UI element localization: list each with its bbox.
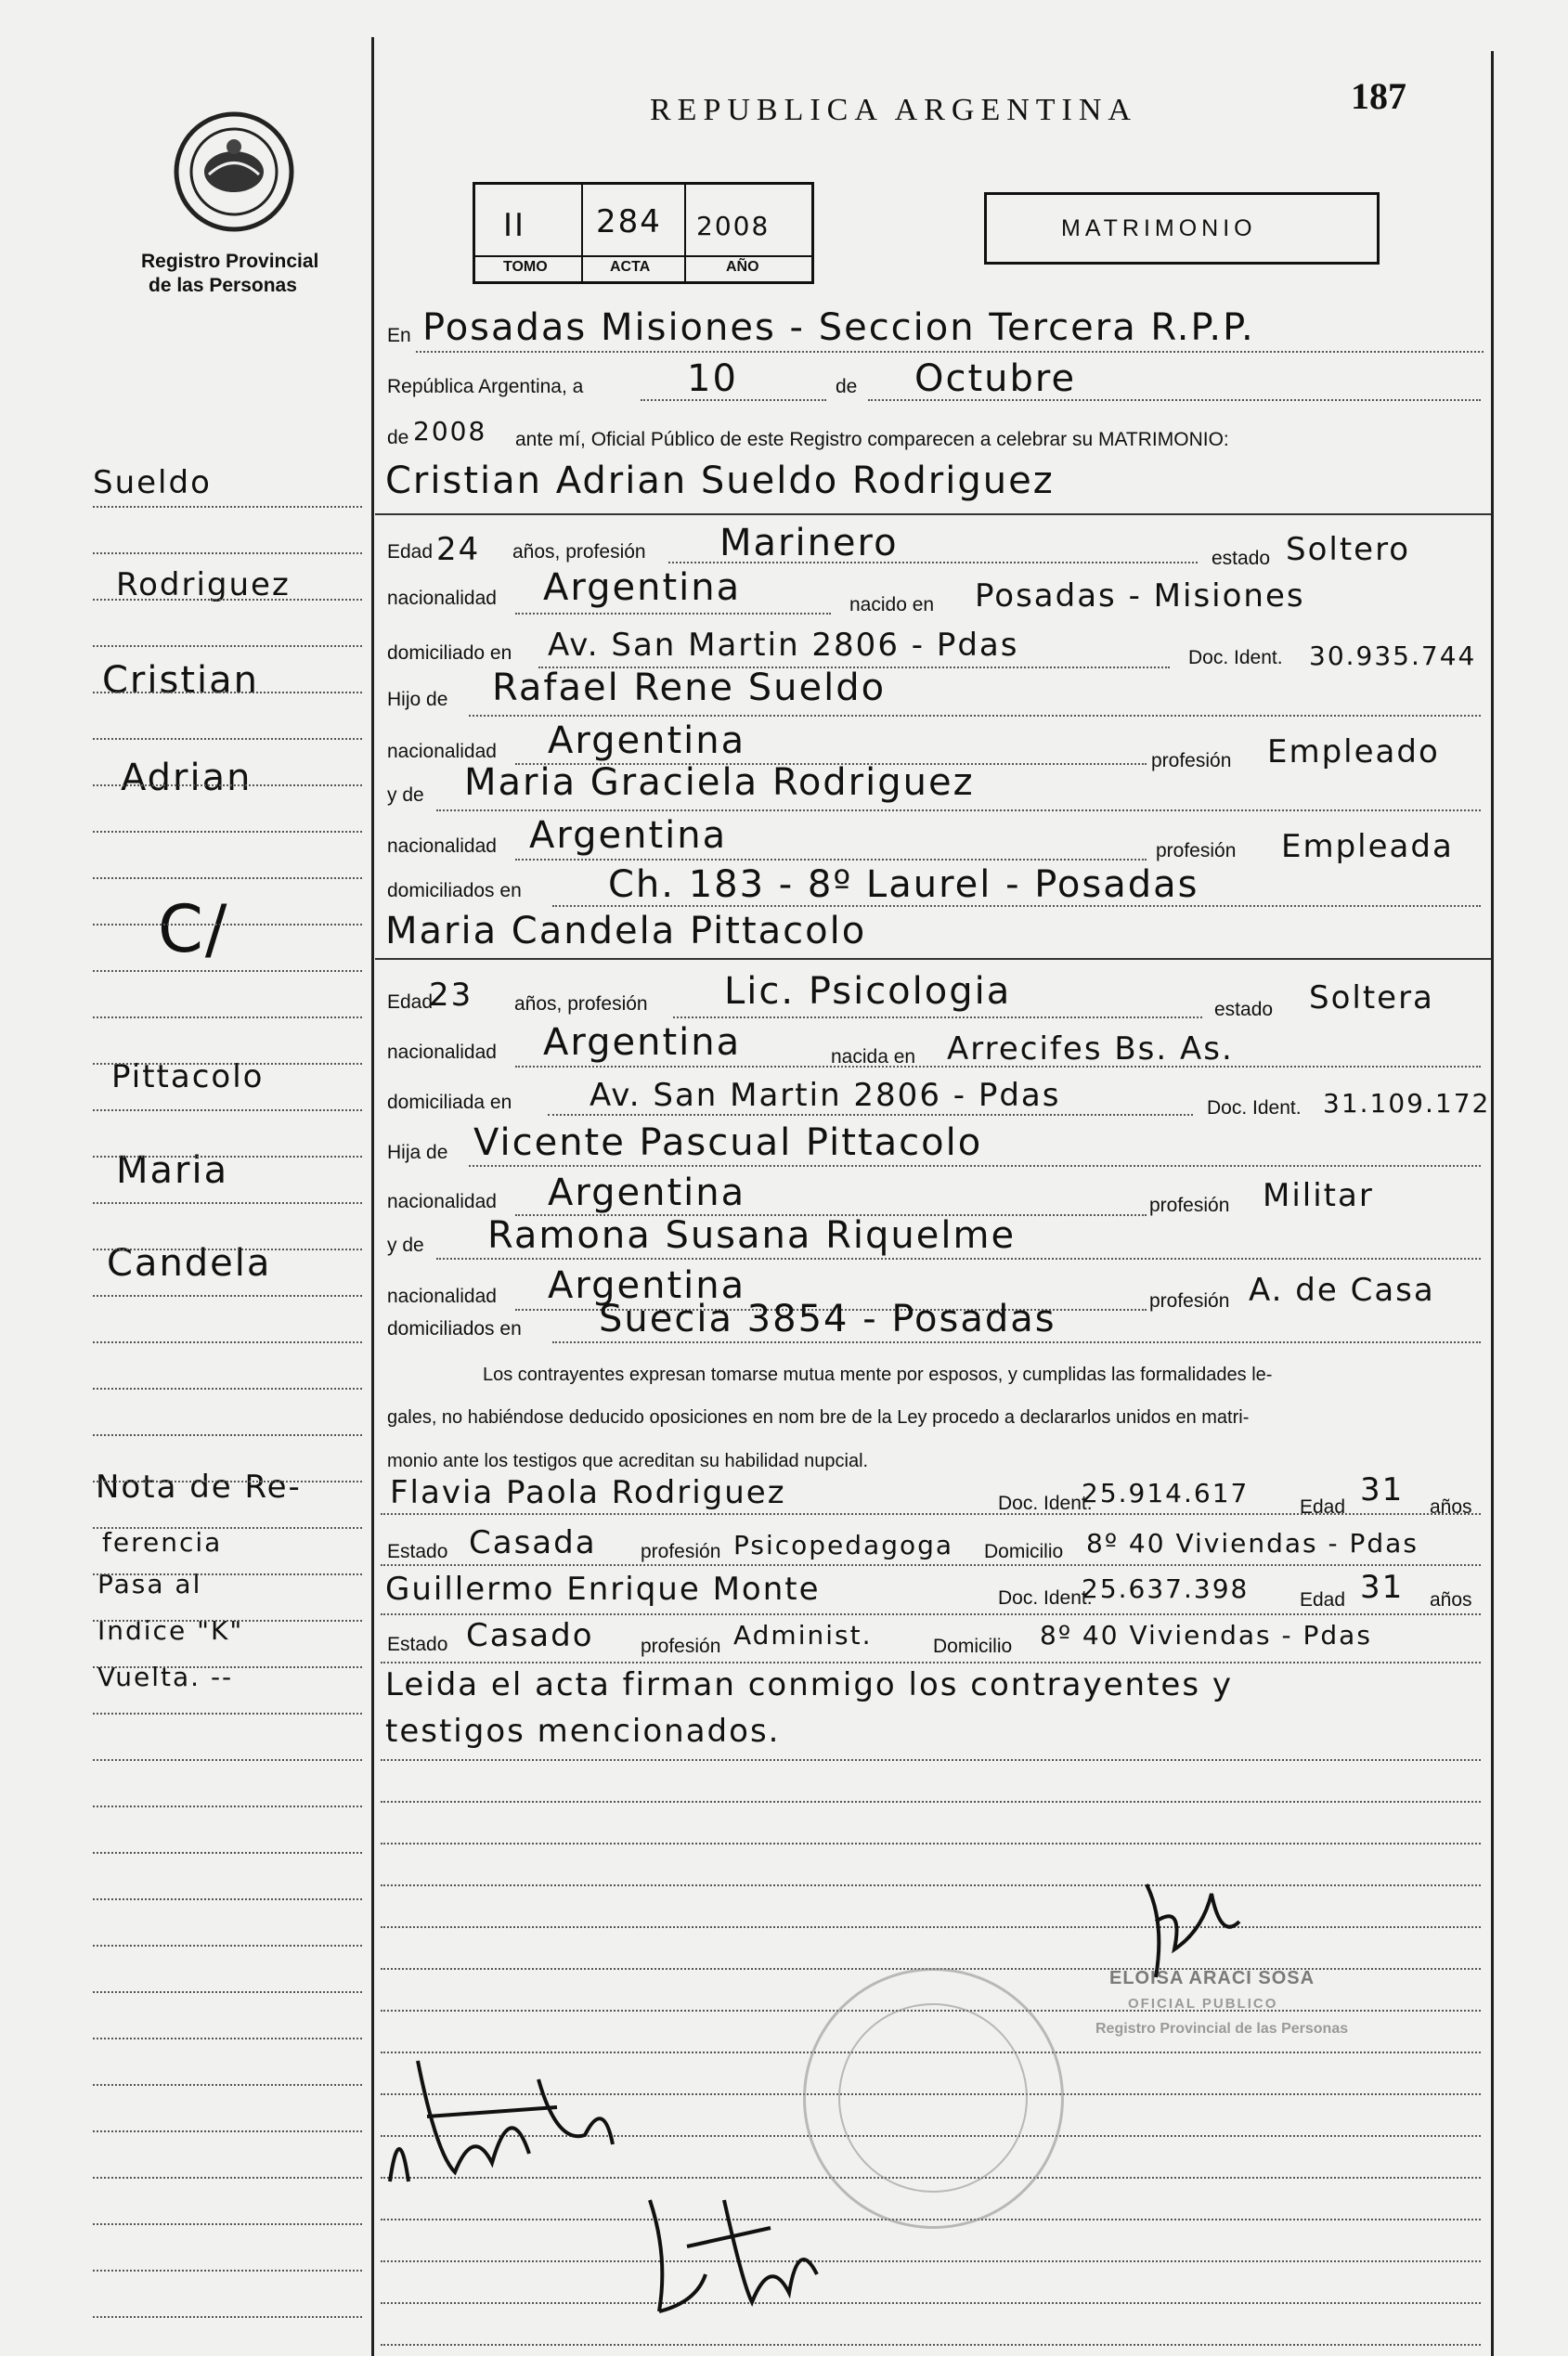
witness2-anos-label: años xyxy=(1430,1589,1472,1611)
bride-father: Vicente Pascual Pittacolo xyxy=(473,1121,983,1164)
groom-father-label: Hijo de xyxy=(387,689,448,710)
official-round-stamp xyxy=(803,1968,1064,2229)
ruled-line xyxy=(381,2344,1481,2346)
witness1-profesion: Psicopedagoga xyxy=(733,1530,954,1560)
margin-name-2: Adrian xyxy=(121,757,253,799)
provincial-seal-icon xyxy=(172,110,297,235)
witness2-domicilio-label: Domicilio xyxy=(933,1636,1013,1657)
right-margin-line xyxy=(1491,51,1494,2356)
margin-name-4: Candela xyxy=(107,1242,272,1285)
year-prefix: de xyxy=(387,427,409,448)
ruled-line xyxy=(381,2302,1481,2304)
margin-ruled-line xyxy=(93,738,362,740)
groom-father-prof: Empleado xyxy=(1267,733,1440,770)
margin-ruled-line xyxy=(93,784,362,786)
witness2-profesion: Administ. xyxy=(733,1620,873,1650)
witness2-doc: 25.637.398 xyxy=(1082,1573,1250,1604)
closing-line1: Leida el acta firman conmigo los contrayentes y xyxy=(385,1666,1233,1703)
margin-ruled-line xyxy=(93,2316,362,2318)
groom-father-nac-label: nacionalidad xyxy=(387,741,497,762)
ruled-line xyxy=(381,1843,1481,1845)
act-type: MATRIMONIO xyxy=(1061,215,1257,241)
witness1-edad-label: Edad xyxy=(1300,1496,1346,1518)
bride-nacionalidad-label: nacionalidad xyxy=(387,1042,497,1063)
place-value: Posadas Misiones - Seccion Tercera R.P.P. xyxy=(422,306,1255,349)
groom-parents-dom-label: domiciliados en xyxy=(387,880,522,901)
bride-father-nac-label: nacionalidad xyxy=(387,1191,497,1212)
witness2-edad-label: Edad xyxy=(1300,1589,1346,1611)
margin-ruled-line xyxy=(93,1620,362,1622)
witness2-doc-label: Doc. Ident. xyxy=(998,1587,1093,1609)
witness2-domicilio: 8º 40 Viviendas - Pdas xyxy=(1040,1620,1372,1650)
margin-ruled-line xyxy=(93,2084,362,2086)
margin-ruled-line xyxy=(93,1295,362,1297)
margin-ruled-line xyxy=(93,1852,362,1854)
left-margin-line xyxy=(371,37,374,2356)
official-stamp-title: OFICIAL PUBLICO xyxy=(1128,1996,1278,2012)
registry-name-line2: de las Personas xyxy=(149,275,297,296)
bride-mother-prof-label: profesión xyxy=(1149,1290,1230,1312)
margin-name-1: Cristian xyxy=(102,659,259,702)
bride-parents-dom: Suecia 3854 - Posadas xyxy=(599,1298,1056,1340)
groom-parents-dom: Ch. 183 - 8º Laurel - Posadas xyxy=(608,863,1199,906)
tomo-label: TOMO xyxy=(503,259,548,275)
margin-note-2: ferencia xyxy=(102,1527,223,1558)
margin-ruled-line xyxy=(93,692,362,693)
groom-profesion-label: años, profesión xyxy=(512,541,646,563)
witness1-doc: 25.914.617 xyxy=(1082,1478,1250,1508)
groom-mother-nac: Argentina xyxy=(529,814,728,857)
margin-ruled-line xyxy=(93,2038,362,2039)
margin-note-5: Vuelta. -- xyxy=(97,1662,234,1692)
witness2-profesion-label: profesión xyxy=(641,1636,721,1657)
date-prefix: República Argentina, a xyxy=(387,376,584,397)
margin-ruled-line xyxy=(93,1713,362,1715)
groom-signature xyxy=(371,2042,650,2209)
groom-edad: 24 xyxy=(436,531,481,568)
bride-father-prof-label: profesión xyxy=(1149,1195,1230,1216)
witness2-name: Guillermo Enrique Monte xyxy=(385,1571,821,1608)
margin-ruled-line xyxy=(93,2270,362,2272)
groom-full-name: Cristian Adrian Sueldo Rodriguez xyxy=(385,460,1055,502)
official-signature xyxy=(1128,1866,1258,2005)
bride-signature xyxy=(641,2144,826,2330)
witness1-estado: Casada xyxy=(469,1524,597,1561)
margin-ruled-line xyxy=(93,2223,362,2225)
margin-ruled-line xyxy=(93,1109,362,1111)
closing-line2: testigos mencionados. xyxy=(385,1713,781,1750)
groom-mother-nac-label: nacionalidad xyxy=(387,835,497,857)
bride-father-prof: Militar xyxy=(1263,1177,1374,1214)
official-stamp-name: ELOISA ARACI SOSA xyxy=(1109,1968,1315,1988)
ruled-line xyxy=(381,1884,1481,1886)
margin-surname-1: Sueldo xyxy=(93,464,212,501)
groom-nacido: Posadas - Misiones xyxy=(975,577,1305,615)
witness1-domicilio-label: Domicilio xyxy=(984,1541,1064,1562)
margin-ruled-line xyxy=(93,877,362,879)
groom-doc: 30.935.744 xyxy=(1309,641,1477,671)
groom-edad-label: Edad xyxy=(387,541,434,563)
witness1-estado-label: Estado xyxy=(387,1541,448,1562)
groom-nacido-label: nacido en xyxy=(849,594,935,615)
bride-doc-label: Doc. Ident. xyxy=(1207,1097,1302,1119)
margin-ruled-line xyxy=(93,831,362,833)
margin-ruled-line xyxy=(93,1434,362,1436)
groom-nacionalidad-label: nacionalidad xyxy=(387,588,497,609)
margin-ruled-line xyxy=(93,1991,362,1993)
margin-ruled-line xyxy=(93,1341,362,1343)
groom-doc-label: Doc. Ident. xyxy=(1188,647,1283,668)
groom-estado-label: estado xyxy=(1212,548,1271,569)
groom-father-prof-label: profesión xyxy=(1151,750,1232,771)
margin-ruled-line xyxy=(93,506,362,508)
margin-c-mark: C/ xyxy=(158,891,229,967)
bride-father-nac: Argentina xyxy=(548,1172,746,1214)
margin-ruled-line xyxy=(93,1156,362,1158)
acta-value: 284 xyxy=(596,203,662,240)
declaration-line2: gales, no habiéndose deducido oposiciones en nom bre de la Ley procedo a declararlos unidos en matri- xyxy=(387,1407,1250,1428)
bride-mother-nac-label: nacionalidad xyxy=(387,1286,497,1307)
witness1-anos-label: años xyxy=(1430,1496,1472,1518)
declaration-line1: Los contrayentes expresan tomarse mutua mente por esposos, y cumplidas las formalidades le- xyxy=(483,1365,1273,1385)
ruled-line xyxy=(381,2260,1481,2262)
margin-name-3: Maria xyxy=(116,1149,229,1192)
margin-ruled-line xyxy=(93,1016,362,1018)
margin-ruled-line xyxy=(93,645,362,647)
ano-value: 2008 xyxy=(696,211,771,241)
record-box xyxy=(473,182,814,284)
country-title: REPUBLICA ARGENTINA xyxy=(650,93,1137,127)
groom-domicilio-label: domiciliado en xyxy=(387,642,512,664)
bride-domicilio: Av. San Martin 2806 - Pdas xyxy=(590,1077,1061,1114)
act-type-box xyxy=(984,192,1380,265)
bride-parents-dom-label: domiciliados en xyxy=(387,1318,522,1340)
bride-full-name: Maria Candela Pittacolo xyxy=(385,910,867,952)
witness1-name: Flavia Paola Rodriguez xyxy=(390,1474,786,1511)
ruled-line xyxy=(381,1926,1481,1928)
margin-ruled-line xyxy=(93,552,362,554)
bride-mother-label: y de xyxy=(387,1235,424,1256)
groom-domicilio: Av. San Martin 2806 - Pdas xyxy=(548,627,1019,664)
acta-label: ACTA xyxy=(610,259,651,275)
groom-mother-prof-label: profesión xyxy=(1156,840,1237,861)
registry-name-line1: Registro Provincial xyxy=(141,251,319,272)
tomo-value: II xyxy=(503,207,526,244)
margin-ruled-line xyxy=(93,1759,362,1761)
margin-ruled-line xyxy=(93,1202,362,1204)
margin-ruled-line xyxy=(93,1063,362,1065)
margin-note-3: Pasa al xyxy=(97,1569,202,1599)
margin-ruled-line xyxy=(93,1945,362,1947)
margin-ruled-line xyxy=(93,1527,362,1529)
witness1-edad: 31 xyxy=(1360,1471,1405,1508)
groom-mother-label: y de xyxy=(387,784,424,806)
groom-mother-prof: Empleada xyxy=(1281,828,1454,865)
bride-nacionalidad: Argentina xyxy=(543,1021,742,1064)
groom-father-nac: Argentina xyxy=(548,719,746,762)
ruled-line xyxy=(381,1759,1481,1761)
margin-ruled-line xyxy=(93,2177,362,2179)
bride-estado: Soltera xyxy=(1309,979,1434,1016)
ruled-line xyxy=(381,1801,1481,1803)
bride-mother-prof: A. de Casa xyxy=(1249,1272,1435,1309)
bride-profesion-label: años, profesión xyxy=(514,993,648,1015)
margin-note-1: Nota de Re- xyxy=(96,1469,302,1506)
bride-doc: 31.109.172 xyxy=(1323,1088,1491,1119)
margin-surname-2: Rodriguez xyxy=(116,566,291,603)
place-label: En xyxy=(387,325,411,346)
witness1-domicilio: 8º 40 Viviendas - Pdas xyxy=(1086,1528,1419,1559)
bride-mother: Ramona Susana Riquelme xyxy=(487,1214,1017,1257)
margin-ruled-line xyxy=(93,970,362,972)
groom-father: Rafael Rene Sueldo xyxy=(492,667,887,709)
ano-label: AÑO xyxy=(726,259,759,275)
groom-nacionalidad: Argentina xyxy=(543,566,742,609)
page-number: 187 xyxy=(1351,75,1406,117)
bride-domicilio-label: domiciliada en xyxy=(387,1092,512,1113)
date-month: Octubre xyxy=(914,357,1077,400)
margin-ruled-line xyxy=(93,1666,362,1668)
margin-ruled-line xyxy=(93,1249,362,1250)
bride-mother-nac: Argentina xyxy=(548,1264,746,1307)
bride-edad: 23 xyxy=(429,977,473,1014)
date-of-label: de xyxy=(836,376,858,397)
bride-estado-label: estado xyxy=(1214,999,1274,1020)
bride-nacida: Arrecifes Bs. As. xyxy=(947,1030,1234,1068)
margin-ruled-line xyxy=(93,1898,362,1900)
witness2-estado-label: Estado xyxy=(387,1634,448,1655)
margin-note-4: Indice "K" xyxy=(97,1615,244,1646)
witness1-profesion-label: profesión xyxy=(641,1541,721,1562)
official-stamp-registry: Registro Provincial de las Personas xyxy=(1095,2021,1349,2037)
witness1-doc-label: Doc. Ident. xyxy=(998,1493,1093,1514)
declaration-line3: monio ante los testigos que acreditan su habilidad nupcial. xyxy=(387,1451,869,1471)
groom-profesion: Marinero xyxy=(719,522,899,564)
margin-ruled-line xyxy=(93,2130,362,2132)
date-day: 10 xyxy=(687,357,738,400)
witness2-estado: Casado xyxy=(466,1617,594,1654)
margin-ruled-line xyxy=(93,599,362,601)
margin-surname-3: Pittacolo xyxy=(111,1058,265,1095)
margin-ruled-line xyxy=(93,1481,362,1482)
margin-ruled-line xyxy=(93,1573,362,1575)
bride-profesion: Lic. Psicologia xyxy=(724,970,1012,1013)
bride-father-label: Hija de xyxy=(387,1142,448,1163)
margin-ruled-line xyxy=(93,1806,362,1807)
margin-ruled-line xyxy=(93,1388,362,1390)
groom-mother: Maria Graciela Rodriguez xyxy=(464,761,975,804)
margin-ruled-line xyxy=(93,924,362,926)
bride-nacida-label: nacida en xyxy=(831,1046,916,1068)
date-statement: ante mí, Oficial Público de este Registro comparecen a celebrar su MATRIMONIO: xyxy=(515,429,1229,450)
date-year: 2008 xyxy=(413,416,487,447)
bride-edad-label: Edad xyxy=(387,991,434,1013)
groom-estado: Soltero xyxy=(1286,531,1411,568)
witness2-edad: 31 xyxy=(1360,1569,1405,1606)
